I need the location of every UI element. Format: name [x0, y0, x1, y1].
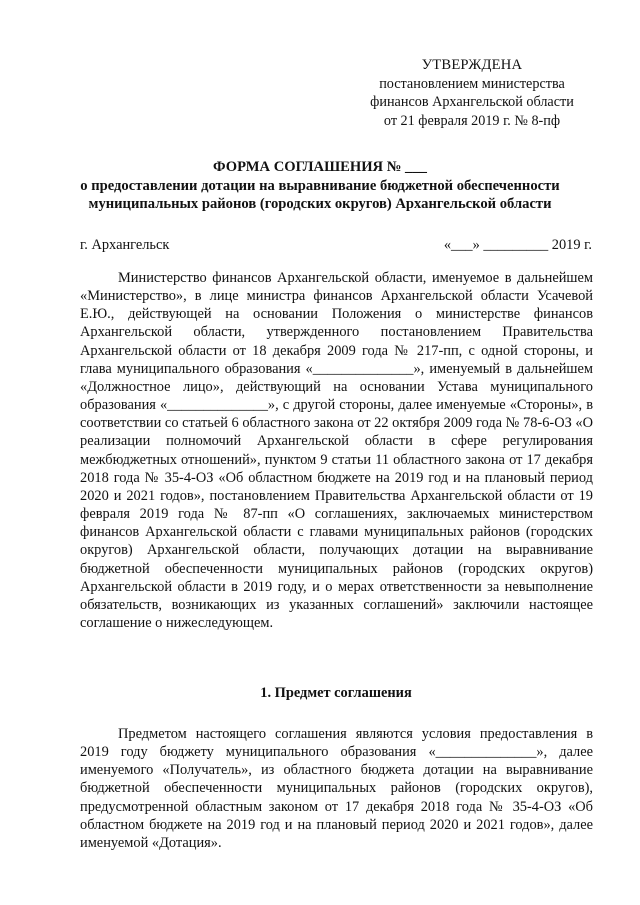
date-field: «___» _________ 2019 г.: [443, 237, 592, 253]
section-1-paragraph: Предметом настоящего соглашения являются условия предоставления в 2019 году бюджету муниципального образования «______________», далее именуемого «Получатель», из областного бюджета дотации на выравнивание бюджетной обеспеченности муниципальных районов (городских округов), предусмотренной областным законом от 17 декабря 2018 года № 35-4-ОЗ «Об областном бюджете на 2019 год и на плановый период 2020 и 2021 годов», далее именуемой «Дотация».: [80, 726, 593, 851]
place-label: г. Архангельск: [80, 237, 170, 253]
title-line-3: муниципальных районов (городских округов) Архангельской области: [88, 196, 552, 213]
approval-line-3: финансов Архангельской области: [370, 94, 574, 111]
preamble-paragraph: Министерство финансов Архангельской области, именуемое в дальнейшем «Министерство», в лице министра финансов Архангельской области Усачевой Е.Ю., действующей на основании Положения о министерстве финансов Архангельской области, утвержденного постановлением Правительства Архангельской области от 18 декабря 2009 года № 217-пп, с одной стороны, и глава муниципального образования «______________», именуемый в дальнейшем «Должностное лицо», действующий на основании Устава муниципального образования «______________», с другой стороны, далее именуемые «Стороны», в соответствии со статьей 6 областного закона от 22 октября 2009 года № 78-6-ОЗ «О реализации полномочий Архангельской области в сфере регулирования межбюджетных отношений», пунктом 9 статьи 11 областного закона от 17 декабря 2018 года № 35-4-ОЗ «Об областном бюджете на 2019 год и на плановый период 2020 и 2021 годов», постановлением Правительства Архангельской области от 19 февраля 2019 года № 87-пп «О соглашениях, заключаемых министерством финансов Архангельской области с главами муниципальных районов (городских округов) Архангельской области, получающих дотации на выравнивание бюджетной обеспеченности муниципальных районов (городских округов) Архангельской области в 2019 году, и о мерах ответственности за невыполнение обязательств, возникающих из указанных соглашений» заключили настоящее соглашение о нижеследующем.: [80, 270, 593, 631]
document-title: [40, 158, 600, 214]
section-1-heading: 1. Предмет соглашения: [260, 685, 412, 701]
approval-line-4: от 21 февраля 2019 г. № 8-пф: [383, 112, 561, 129]
title-line-1: ФОРМА СОГЛАШЕНИЯ № ___: [213, 159, 427, 175]
approval-heading: УТВЕРЖДЕНА: [421, 57, 523, 73]
approval-stamp: [352, 56, 592, 130]
approval-line-2: постановлением министерства: [379, 75, 565, 92]
title-line-2: о предоставлении дотации на выравнивание бюджетной обеспеченности: [80, 177, 560, 194]
